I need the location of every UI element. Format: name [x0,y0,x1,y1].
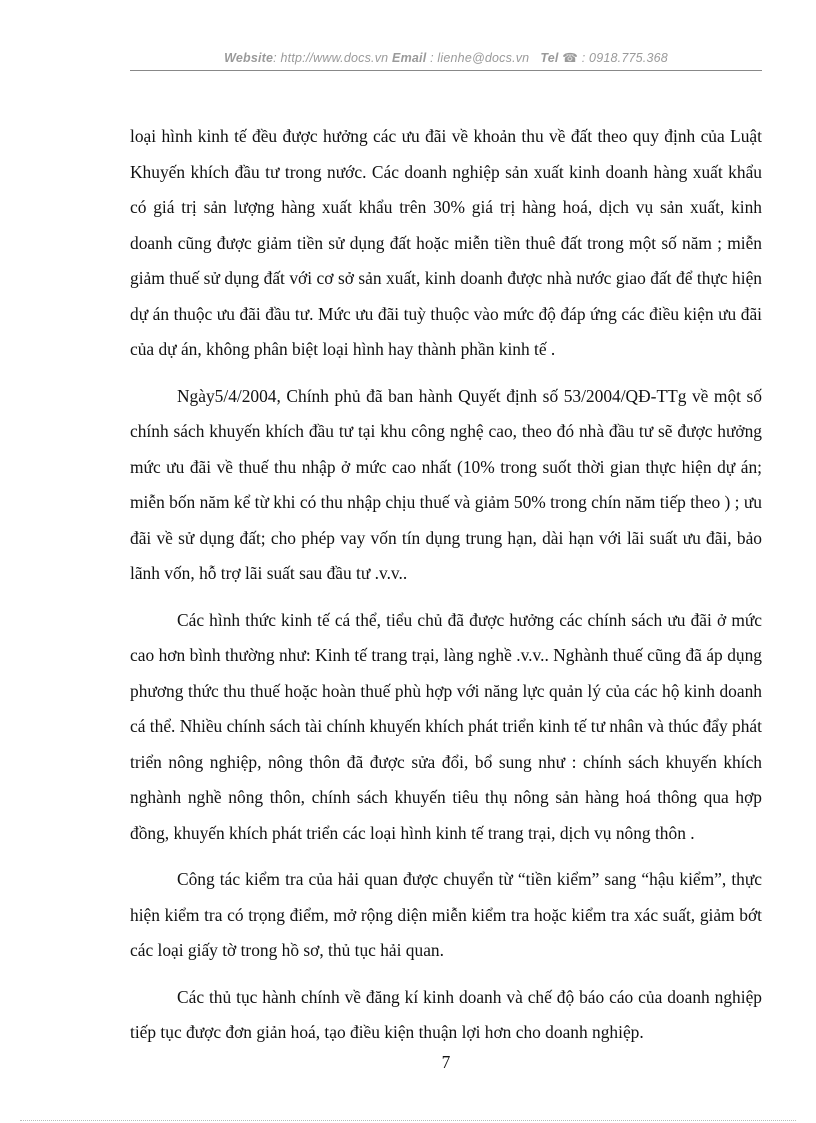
tel-value: ☎ : 0918.775.368 [562,51,668,65]
paragraph: Ngày5/4/2004, Chính phủ đã ban hành Quyết định số 53/2004/QĐ-TTg về một số chính sách khuyến khích đầu tư tại khu công nghệ cao, theo đó nhà đầu tư sẽ được hưởng mức ưu đãi về thuế thu nhập ở mức cao nhất (10% trong suốt thời gian thực hiện dự án; miễn bốn năm kể từ khi có thu nhập chịu thuế và giảm 50% trong chín năm tiếp theo ) ; ưu đãi về sử dụng đất; cho phép vay vốn tín dụng trung hạn, dài hạn với lãi suất ưu đãi, bảo lãnh vốn, hỗ trợ lãi suất sau đầu tư .v.v.. [130,385,762,583]
paragraph: loại hình kinh tế đều được hưởng các ưu đãi về khoản thu về đất theo quy định của Luật Khuyến khích đầu tư trong nước. Các doanh nghiệp sản xuất kinh doanh hàng xuất khẩu có giá trị sản lượng hàng xuất khẩu trên 30% giá trị hàng hoá, dịch vụ sản xuất, kinh doanh cũng được giảm tiền sử dụng đất hoặc miễn tiền thuê đất trong một số năm ; miễn giảm thuế sử dụng đất với cơ sở sản xuất, kinh doanh được nhà nước giao đất để thực hiện dự án thuộc ưu đãi đầu tư. Mức ưu đãi tuỳ thuộc vào mức độ đáp ứng các điều kiện ưu đãi của dự án, không phân biệt loại hình hay thành phần kinh tế . [130,126,762,359]
website-label: Website [224,51,274,65]
page-header [130,50,762,65]
paragraph: Các thủ tục hành chính về đăng kí kinh doanh và chế độ báo cáo của doanh nghiệp tiếp tục được đơn giản hoá, tạo điều kiện thuận lợi hơn cho doanh nghiệp. [130,986,762,1042]
email-label: Email [392,51,427,65]
page-bottom-border [20,1120,796,1121]
email-value: : lienhe@docs.vn [426,51,530,65]
page-number: 7 [441,1052,451,1072]
paragraph: Công tác kiểm tra của hải quan được chuyển từ “tiền kiểm” sang “hậu kiểm”, thực hiện kiểm tra có trọng điểm, mở rộng diện miễn kiểm tra hoặc kiểm tra xác suất, giảm bớt các loại giấy tờ trong hồ sơ, thủ tục hải quan. [130,869,762,960]
tel-label: Tel [540,51,559,65]
website-value: : http://www.docs.vn [273,51,389,65]
header-divider [130,70,762,71]
body-text [130,119,762,1051]
paragraph: Các hình thức kinh tế cá thể, tiểu chủ đã được hưởng các chính sách ưu đãi ở mức cao hơn bình thường như: Kinh tế trang trại, làng nghề .v.v.. Nghành thuế cũng đã áp dụng phương thức thu thuế hoặc hoàn thuế phù hợp với năng lực quản lý của các hộ kinh doanh cá thể. Nhiều chính sách tài chính khuyến khích phát triển kinh tế tư nhân và thúc đẩy phát triển nông nghiệp, nông thôn đã được sửa đổi, bổ sung như : chính sách khuyến khích nghành nghề nông thôn, chính sách khuyến tiêu thụ nông sản hàng hoá thông qua hợp đồng, khuyến khích phát triển các loại hình kinh tế trang trại, dịch vụ nông thôn . [130,609,762,843]
